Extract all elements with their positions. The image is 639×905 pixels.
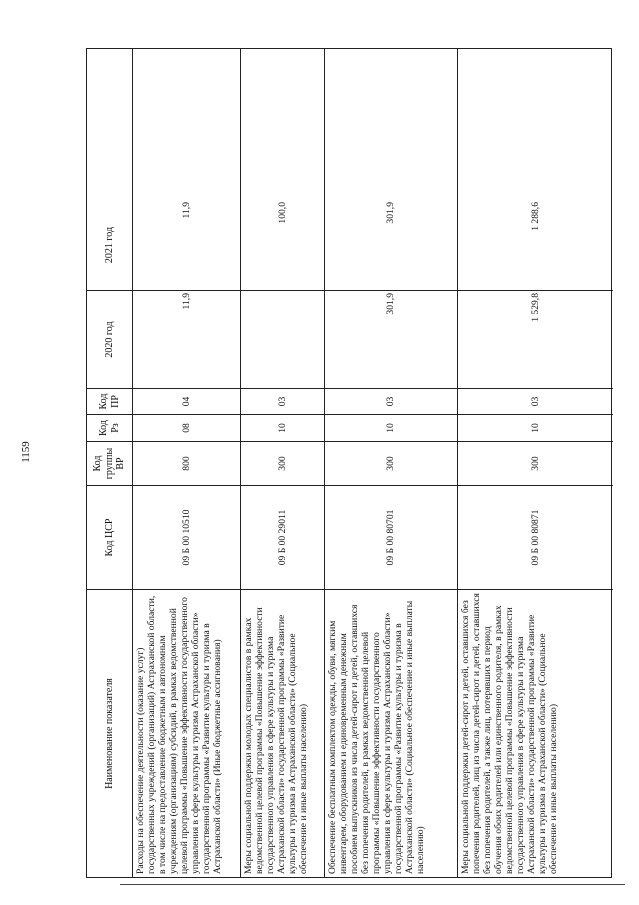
- budget-table: [86, 48, 612, 878]
- row-name: Расходы на обеспечение деятельности (оказание услуг) государственных учреждений (организаций) Астраханской области, в том числе на предоставление бюджетным и автономным учреждениям (организациям) субсидий, в рамках ведомственной целевой программы «Повышение эффективности государственного управления в сфере культуры и туризма Астраханской области» государственной программы «Развитие культуры и туризма в Астраханской области» (Иные бюджетные ассигнования): [133, 589, 240, 877]
- row-csr: 09 Б 00 80701: [325, 485, 457, 589]
- row-vr: 300: [241, 441, 324, 485]
- row-pr: 03: [241, 388, 324, 414]
- row-2020: 301,9: [325, 290, 457, 388]
- header-csr: Код ЦСР: [87, 485, 132, 589]
- row-2020: 11,9: [133, 290, 240, 388]
- header-rz: Код Рз: [87, 414, 132, 441]
- row-rz: 10: [325, 414, 457, 441]
- header-2020: 2020 год: [87, 290, 132, 388]
- row-2021: 301,9: [385, 202, 397, 224]
- row-csr: 09 Б 00 80871: [458, 485, 613, 589]
- table-row: [325, 49, 458, 877]
- row-name: Меры социальной поддержки детей-сирот и детей, оставшихся без попечения родителей, лиц из числа детей-сирот и детей, оставшихся без попечения родителей, а также лиц, потерявших в период обучения обоих родителей или единственного родителя, в рамках ведомственной целевой программы «Повышение эффективности государственного управления в сфере культуры и туризма Астраханской области» государственной программы «Развитие культуры и туризма в Астраханской области» (Социальное обеспечение и иные выплаты населению): [458, 589, 613, 877]
- header-pr: Код ПР: [87, 388, 132, 414]
- row-name: Меры социальной поддержки молодых специалистов в рамках ведомственной целевой программы «Повышение эффективности государственного управления в сфере культуры и туризма Астраханской области» государственной программы «Развитие культуры и туризма в Астраханской области» (Социальное обеспечение и иные выплаты населению): [241, 589, 324, 877]
- row-pr: 04: [133, 388, 240, 414]
- table-row: [241, 49, 325, 877]
- page-number: 1159: [20, 441, 32, 463]
- row-pr: 03: [325, 388, 457, 414]
- row-name: Обеспечение бесплатным комплектом одежды, обуви, мягким инвентарем, оборудованием и единовременным денежным пособием выпускников из числа детей-сирот и детей, оставшихся без попечения родителей, в рамках ведомственной целевой программы «Повышение эффективности государственного управления в сфере культуры и туризма Астраханской области» государственной программы «Развитие культуры и туризма в Астраханской области» (Социальное обеспечение и иные выплаты населению): [325, 589, 457, 877]
- row-vr: 800: [133, 441, 240, 485]
- row-rz: 10: [458, 414, 613, 441]
- scan-edge-line: [120, 884, 625, 885]
- row-rz: 08: [133, 414, 240, 441]
- row-csr: 09 Б 00 10510: [133, 485, 240, 589]
- row-2020: 1 529,8: [458, 290, 613, 388]
- header-vr: Код группы ВР: [87, 441, 132, 485]
- row-vr: 300: [325, 441, 457, 485]
- header-name: Наименование показателя: [87, 589, 132, 877]
- row-pr: 03: [458, 388, 613, 414]
- row-2021: 1 288,6: [529, 202, 541, 231]
- table-header-row: [87, 49, 133, 877]
- row-csr: 09 Б 00 29011: [241, 485, 324, 589]
- row-2021: 100,0: [276, 202, 288, 224]
- row-2021: 11,9: [180, 202, 192, 219]
- row-vr: 300: [458, 441, 613, 485]
- header-2021: 2021 год: [103, 226, 115, 264]
- row-2020: [241, 290, 324, 388]
- row-rz: 10: [241, 414, 324, 441]
- table-row: [458, 49, 613, 877]
- table-row: [133, 49, 241, 877]
